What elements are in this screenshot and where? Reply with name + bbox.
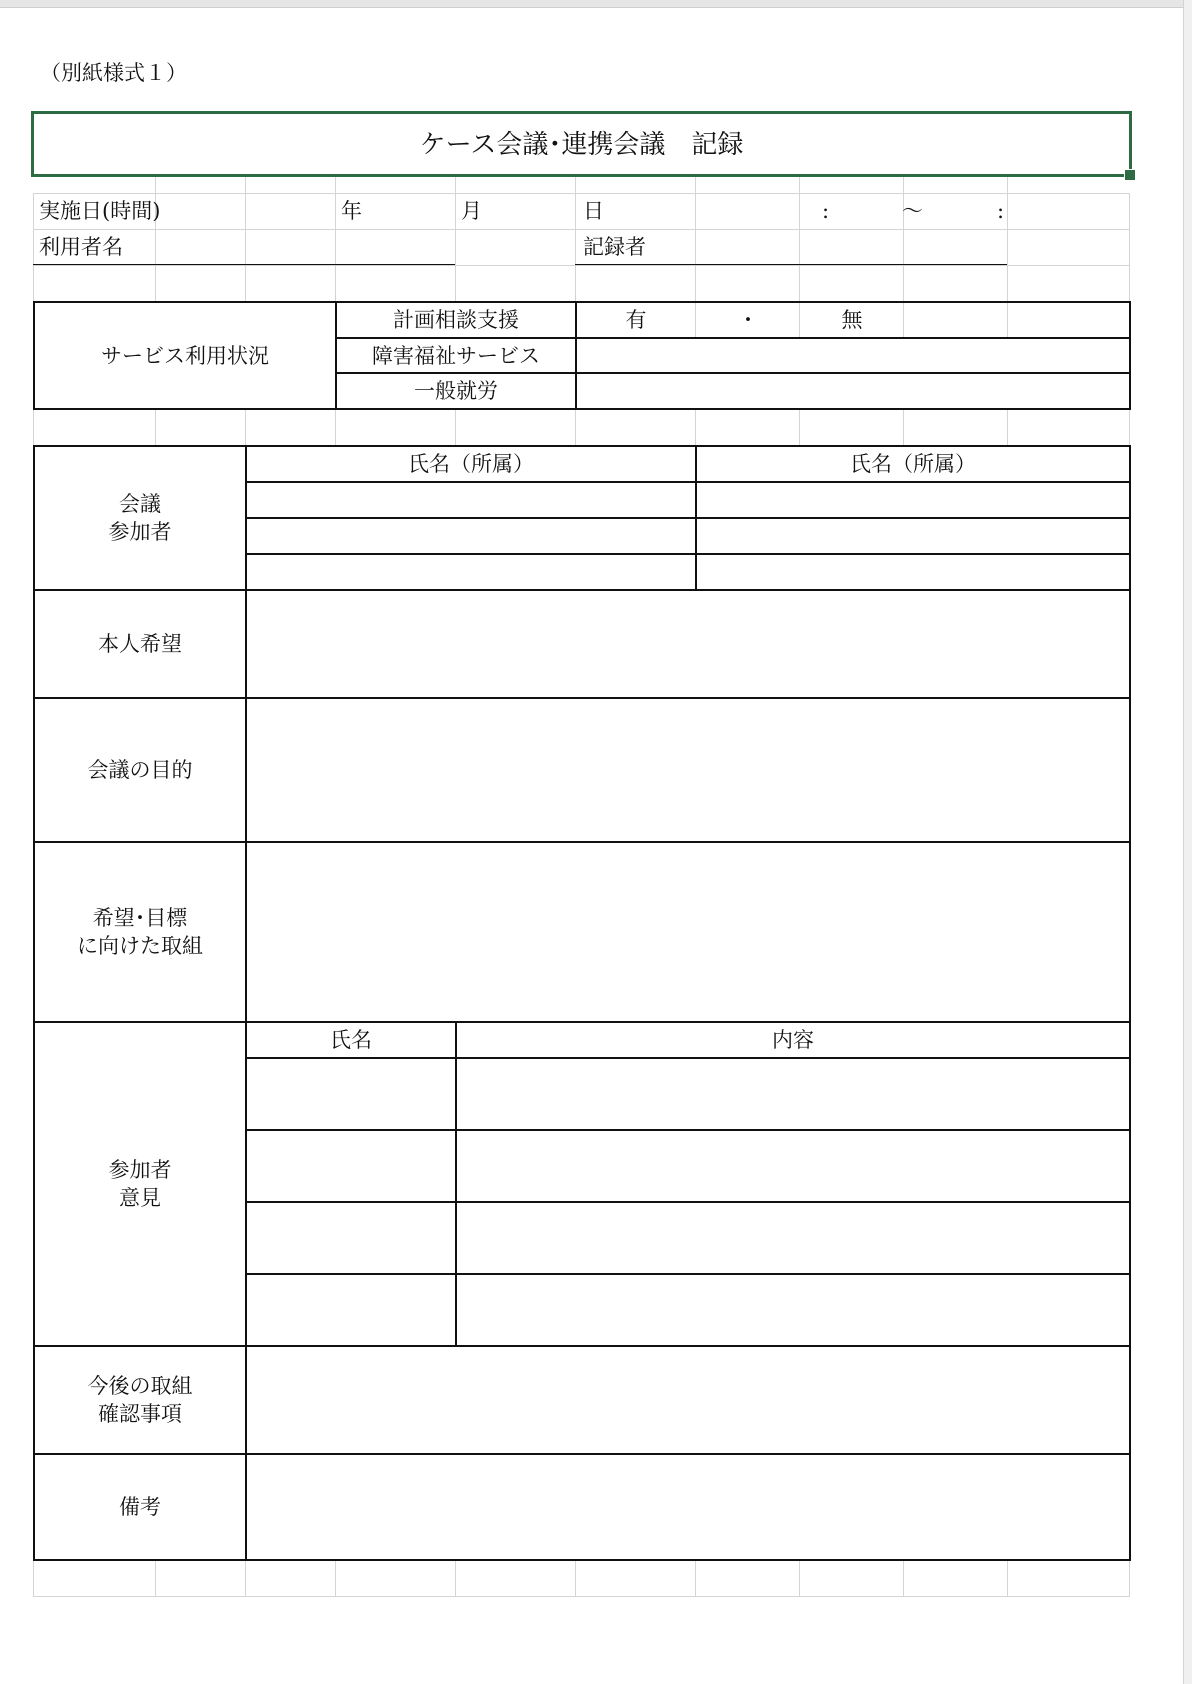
time-range-tilde: 〜: [902, 199, 923, 223]
recorder-underline: [575, 264, 1007, 265]
wish-label: 本人希望: [98, 632, 182, 656]
future-label-line1: 今後の取組: [87, 1374, 193, 1398]
purpose-label: 会議の目的: [87, 758, 193, 782]
opinion-name-cell[interactable]: [247, 1059, 455, 1129]
future-label: [35, 1347, 245, 1453]
participant-entry-cell[interactable]: [247, 555, 695, 589]
participant-entry-cell[interactable]: [697, 555, 1129, 589]
opinion-content-cell[interactable]: [457, 1203, 1129, 1273]
year-label: 年: [341, 199, 362, 223]
remarks-entry-cell[interactable]: [247, 1455, 1129, 1559]
opinion-content-cell[interactable]: [457, 1275, 1129, 1345]
participant-name-header-left: 氏名（所属）: [408, 452, 534, 476]
option-separator: ・: [737, 308, 759, 332]
participants-label-line1: 会議: [119, 492, 161, 516]
efforts-label-line2: に向けた取組: [77, 934, 203, 958]
participant-entry-cell[interactable]: [247, 519, 695, 553]
participant-name-header-right: 氏名（所属）: [850, 452, 976, 476]
day-label: 日: [583, 199, 604, 223]
service-row-employment: 一般就労: [414, 379, 498, 403]
efforts-label: [35, 843, 245, 1021]
opinion-name-header: 氏名: [330, 1028, 372, 1052]
vertical-scrollbar[interactable]: [1183, 0, 1192, 1684]
form-code: （別紙様式１）: [40, 61, 187, 85]
window-top-bar: [0, 0, 1192, 8]
participants-label: [35, 447, 245, 589]
efforts-entry-cell[interactable]: [247, 843, 1129, 1021]
opinion-content-header: 内容: [772, 1028, 814, 1052]
efforts-label-line1: 希望･目標: [92, 906, 188, 930]
user-name-label: 利用者名: [39, 235, 123, 259]
purpose-entry-cell[interactable]: [247, 699, 1129, 841]
participant-entry-cell[interactable]: [247, 483, 695, 517]
date-label: 実施日(時間): [39, 199, 161, 223]
service-row-welfare-service: 障害福祉サービス: [372, 343, 540, 368]
opinions-label-line2: 意見: [119, 1186, 161, 1210]
opinion-name-cell[interactable]: [247, 1131, 455, 1201]
participant-entry-cell[interactable]: [697, 483, 1129, 517]
wish-entry-cell[interactable]: [247, 591, 1129, 697]
participant-entry-cell[interactable]: [697, 519, 1129, 553]
start-time-colon: :: [822, 199, 830, 223]
remarks-label: 備考: [119, 1495, 161, 1519]
end-time-colon: :: [997, 199, 1005, 223]
participants-label-line2: 参加者: [108, 520, 172, 544]
opinions-label-line1: 参加者: [108, 1158, 172, 1182]
service-status-label: サービス利用状況: [101, 343, 269, 368]
opinion-name-cell[interactable]: [247, 1275, 455, 1345]
opinion-content-cell[interactable]: [457, 1131, 1129, 1201]
recorder-label: 記録者: [583, 235, 646, 259]
option-no: 無: [841, 308, 863, 332]
future-entry-cell[interactable]: [247, 1347, 1129, 1453]
opinion-name-cell[interactable]: [247, 1203, 455, 1273]
opinion-content-cell[interactable]: [457, 1059, 1129, 1129]
month-label: 月: [461, 199, 482, 223]
page-title: ケース会議･連携会議 記録: [419, 130, 744, 160]
fill-handle[interactable]: [1124, 169, 1136, 181]
service-row-planning-support: 計画相談支援: [393, 308, 519, 332]
future-label-line2: 確認事項: [98, 1402, 182, 1426]
option-yes: 有: [625, 308, 647, 332]
opinions-label: [35, 1023, 245, 1345]
user-name-underline: [33, 264, 455, 265]
